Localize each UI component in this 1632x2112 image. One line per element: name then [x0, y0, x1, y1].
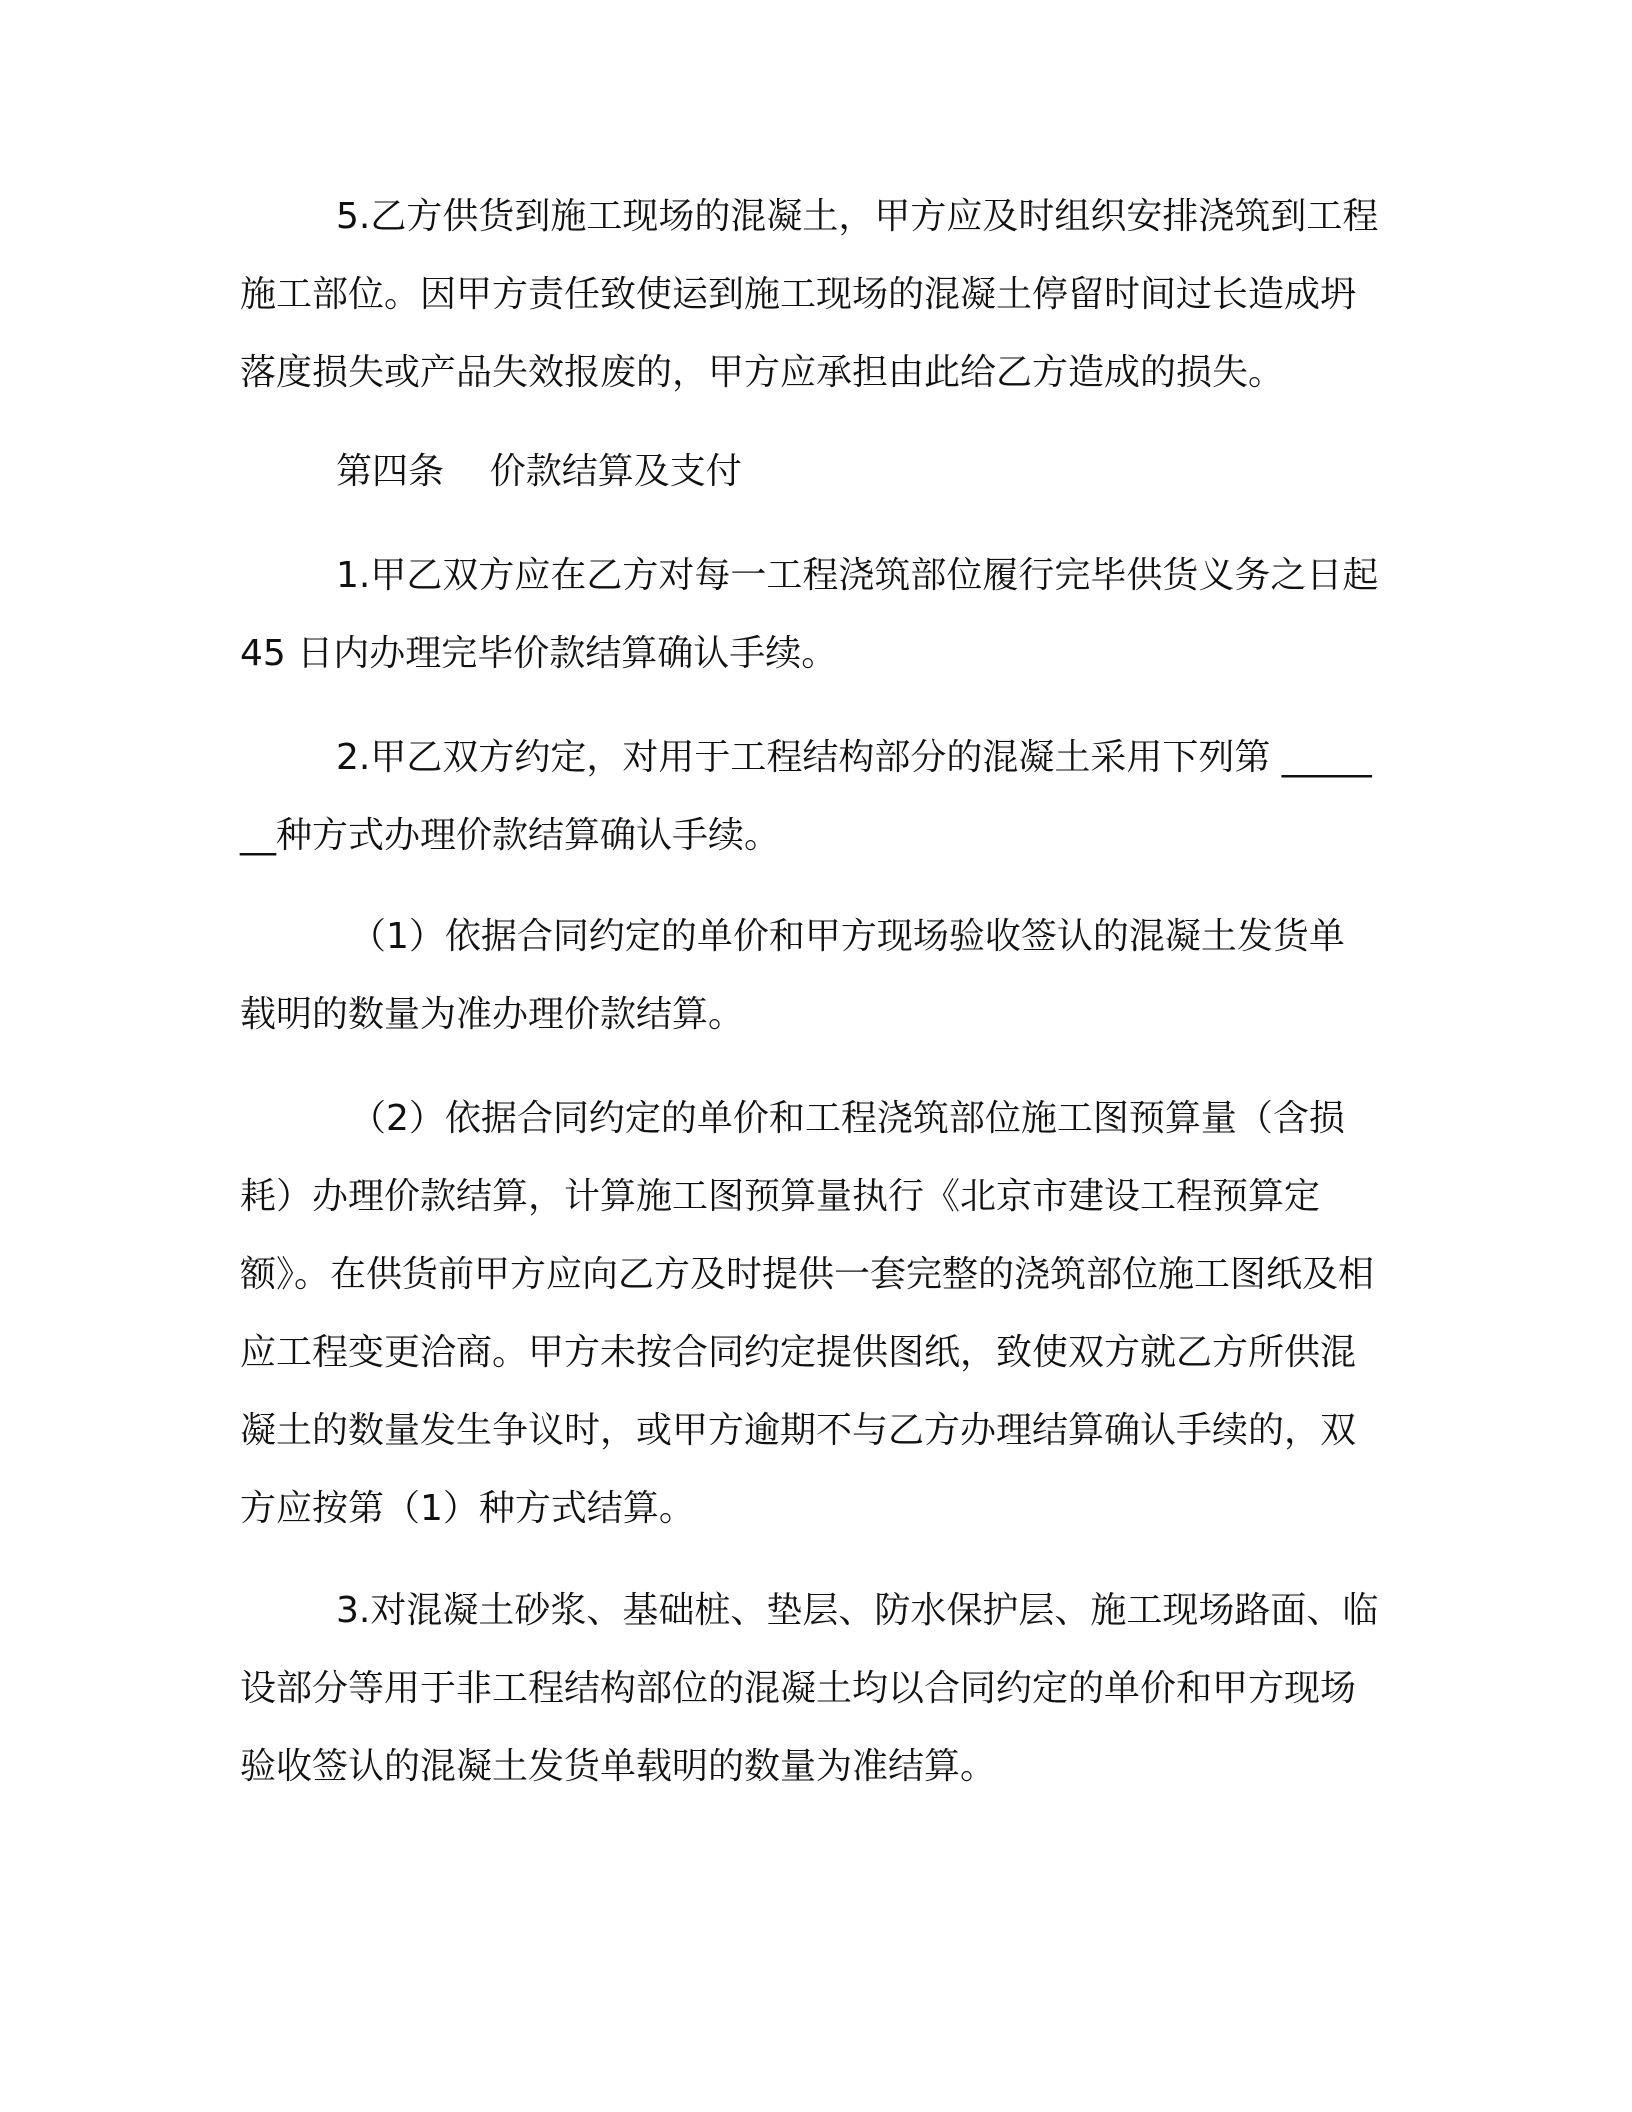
paragraph-settlement-option-1: （1）依据合同约定的单价和甲方现场验收签认的混凝土发货单载明的数量为准办理价款结算。: [240, 916, 1345, 1035]
paragraph-article-4-item-3: 3.对混凝土砂浆、基础桩、垫层、防水保护层、施工现场路面、临设部分等用于非工程结构部位的混凝土均以合同约定的单价和甲方现场验收签认的混凝土发货单载明的数量为准结算。: [240, 1590, 1379, 1787]
article-4-heading: 第四条 价款结算及支付: [336, 451, 742, 492]
paragraph-clause-5: 5.乙方供货到施工现场的混凝土，甲方应及时组织安排浇筑到工程施工部位。因甲方责任致使运到施工现场的混凝土停留时间过长造成坍落度损失或产品失效报废的，甲方应承担由此给乙方造成的损失。: [240, 196, 1379, 393]
paragraph-article-4-item-2: 2.甲乙双方约定，对用于工程结构部分的混凝土采用下列第 _______种方式办理价款结算确认手续。: [240, 737, 1372, 856]
paragraph-article-4-item-1: 1.甲乙双方应在乙方对每一工程浇筑部位履行完毕供货义务之日起 45 日内办理完毕价款结算确认手续。: [240, 555, 1379, 674]
paragraph-settlement-option-2: （2）依据合同约定的单价和工程浇筑部位施工图预算量（含损耗）办理价款结算，计算施工图预算量执行《北京市建设工程预算定额》。在供货前甲方应向乙方及时提供一套完整的浇筑部位施工图纸及相应工程变更洽商。甲方未按合同约定提供图纸，致使双方就乙方所供混凝土的数量发生争议时，或甲方逾期不与乙方办理结算确认手续的，双方应按第（1）种方式结算。: [240, 1098, 1375, 1529]
